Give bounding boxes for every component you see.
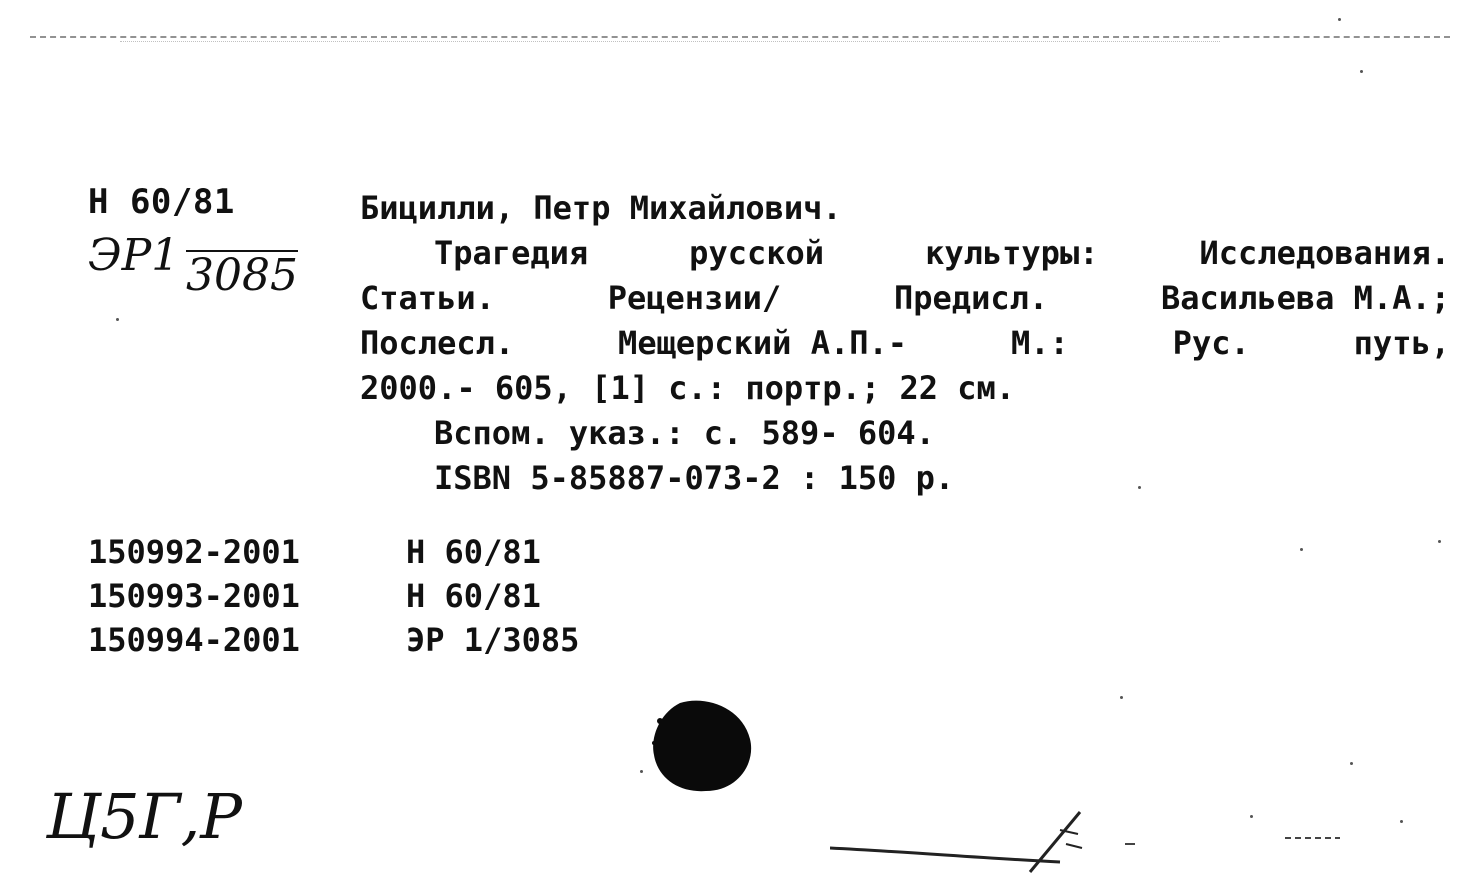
holding-location: ЭР 1/3085 [406, 621, 580, 659]
holding-location: Н 60/81 [406, 577, 541, 615]
inventory-number: 150992-2001 [88, 533, 300, 571]
entry-word: Статьи. [360, 279, 495, 317]
scan-speck [1338, 18, 1341, 21]
entry-title-line-3 [360, 321, 1450, 366]
entry-word: Послесл. [360, 324, 515, 362]
handwritten-note: Ц5Г,Р [46, 780, 242, 853]
entry-word: русской [689, 234, 825, 272]
perforation-line [30, 36, 1450, 38]
entry-isbn: ISBN 5-85887-073-2 : 150 р. [434, 459, 955, 497]
entry-author: Бицилли, Петр Михайлович. [360, 189, 842, 227]
entry-word: Исследования. [1199, 234, 1450, 272]
holdings-row [88, 618, 579, 662]
handwritten-shelfmark-number: 3085 [186, 250, 298, 301]
entry-word-part: Васильева [1161, 279, 1335, 317]
perforation-line-secondary [120, 41, 1220, 42]
entry-word-part: М.А.; [1353, 279, 1450, 317]
holdings-row [88, 574, 579, 618]
scan-speck [1350, 762, 1353, 765]
entry-word-part: Мещерский [618, 324, 792, 362]
entry-word: М.: [1010, 324, 1069, 362]
entry-word [618, 321, 907, 366]
entry-word: путь, [1353, 324, 1450, 362]
inventory-number: 150993-2001 [88, 577, 300, 615]
scan-speck [116, 318, 119, 321]
punch-hole-blot [650, 697, 754, 793]
holdings-row [88, 530, 579, 574]
entry-word: Предисл. [894, 279, 1049, 317]
entry-title-line-2 [360, 276, 1450, 321]
entry-note: Вспом. указ.: с. 589- 604. [434, 414, 935, 452]
shelfmark: Н 60/81 [88, 182, 235, 222]
holding-location: Н 60/81 [406, 533, 541, 571]
handwritten-shelfmark-prefix: ЭР1 [88, 230, 180, 281]
entry-word-part: А.П.- [810, 324, 908, 362]
scan-speck [1438, 540, 1441, 543]
scan-speck [640, 770, 643, 773]
entry-word: Рус. [1172, 324, 1250, 362]
entry-physical-description: 2000.- 605, [1] с.: портр.; 22 см. [360, 369, 1016, 407]
entry-word: культуры: [925, 234, 1099, 272]
scan-speck [1360, 70, 1363, 73]
entry-title-line-1 [360, 231, 1450, 276]
scan-speck [1300, 548, 1303, 551]
entry-word: Трагедия [434, 234, 589, 272]
scan-speck [1120, 696, 1123, 699]
pen-stroke-mark [830, 800, 1450, 880]
bibliographic-entry [360, 186, 1450, 501]
inventory-number: 150994-2001 [88, 621, 300, 659]
entry-word: Рецензии/ [607, 279, 782, 317]
entry-word [1161, 276, 1450, 321]
holdings-list [88, 530, 579, 662]
